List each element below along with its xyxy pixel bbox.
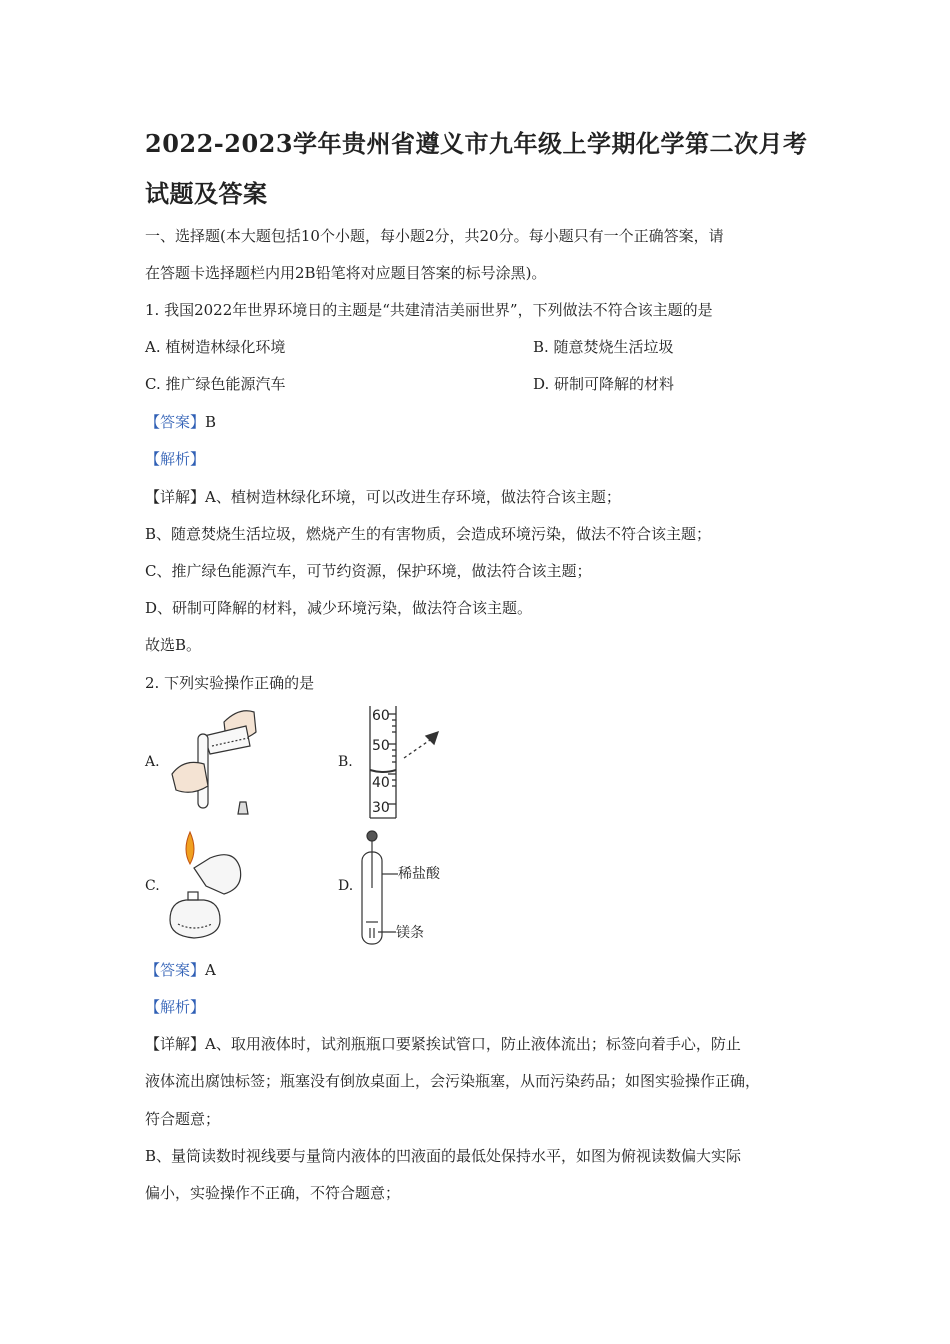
figure-graduated-cylinder	[360, 702, 450, 820]
q2-option-a-label: A.	[145, 754, 160, 770]
q1-answer-value: B	[205, 413, 217, 431]
q2-stem: 2. 下列实验操作正确的是	[145, 674, 315, 692]
q2-option-c-label: C.	[145, 878, 160, 894]
cylinder-tick-50: 50	[372, 738, 390, 754]
cylinder-tick-30: 30	[372, 800, 390, 816]
q1-option-c: C. 推广绿色能源汽车	[145, 375, 286, 393]
figure-pouring-liquid	[164, 702, 264, 820]
cylinder-tick-40: 40	[372, 775, 390, 791]
q2-detail-tag: 【详解】	[145, 1035, 206, 1053]
section-instructions-line2: 在答题卡选择题栏内用2B铅笔将对应题目答案的标号涂黑)。	[145, 264, 547, 282]
q1-analysis	[145, 448, 205, 469]
q1-option-b: B. 随意焚烧生活垃圾	[533, 338, 674, 356]
label-magnesium-ribbon: 镁条	[396, 925, 424, 941]
q2-detail-b-line1: B、量筒读数时视线要与量筒内液体的凹液面的最低处保持水平，如图为俯视读数偏大实际	[145, 1147, 742, 1165]
figure-dropper-test-tube	[356, 828, 446, 946]
q1-option-d: D. 研制可降解的材料	[533, 375, 675, 393]
q2-detail-a-line2: 液体流出腐蚀标签；瓶塞没有倒放桌面上，会污染瓶塞，从而污染药品；如图实验操作正确，	[145, 1072, 761, 1090]
q2-analysis	[145, 996, 205, 1017]
section-instructions-line1: 一、选择题(本大题包括10个小题，每小题2分，共20分。每小题只有一个正确答案，请	[145, 227, 724, 245]
q2-detail-b-line2: 偏小，实验操作不正确，不符合题意；	[145, 1184, 401, 1202]
figure-alcohol-lamps	[164, 828, 248, 944]
q1-stem: 1. 我国2022年世界环境日的主题是“共建清洁美丽世界”，下列做法不符合该主题的是	[145, 301, 713, 319]
q1-option-a: A. 植树造林绿化环境	[145, 338, 286, 356]
q2-detail-a-text1: A、取用液体时，试剂瓶瓶口要紧挨试管口，防止液体流出；标签向着手心，防止	[205, 1035, 741, 1053]
q2-analysis-tag: 【解析】	[145, 998, 206, 1016]
q1-answer-tag: 【答案】	[145, 413, 206, 431]
q2-detail-a-line1	[145, 1033, 741, 1054]
q1-detail-c: C、推广绿色能源汽车，可节约资源，保护环境，做法符合该主题；	[145, 562, 592, 580]
q2-option-d-label: D.	[338, 878, 354, 894]
q1-analysis-tag: 【解析】	[145, 450, 206, 468]
label-dilute-hcl: 稀盐酸	[398, 866, 440, 882]
cylinder-tick-60: 60	[372, 708, 390, 724]
q1-answer	[145, 411, 216, 432]
q1-detail-a-text: A、植树造林绿化环境，可以改进生存环境，做法符合该主题；	[205, 488, 621, 506]
q2-option-b-label: B.	[338, 754, 353, 770]
q1-detail-tag: 【详解】	[145, 488, 206, 506]
q1-conclusion: 故选B。	[145, 636, 202, 654]
q2-answer-value: A	[205, 961, 216, 979]
q2-detail-a-line3: 符合题意；	[145, 1110, 221, 1128]
q1-detail-b: B、随意焚烧生活垃圾，燃烧产生的有害物质，会造成环境污染，做法不符合该主题；	[145, 525, 712, 543]
q2-answer	[145, 959, 216, 980]
q1-detail-a	[145, 486, 621, 507]
q1-detail-d: D、研制可降解的材料，减少环境污染，做法符合该主题。	[145, 599, 533, 617]
q2-answer-tag: 【答案】	[145, 961, 206, 979]
document-title-line1: 2022-2023学年贵州省遵义市九年级上学期化学第二次月考	[145, 129, 808, 158]
document-title-line2: 试题及答案	[145, 179, 268, 208]
